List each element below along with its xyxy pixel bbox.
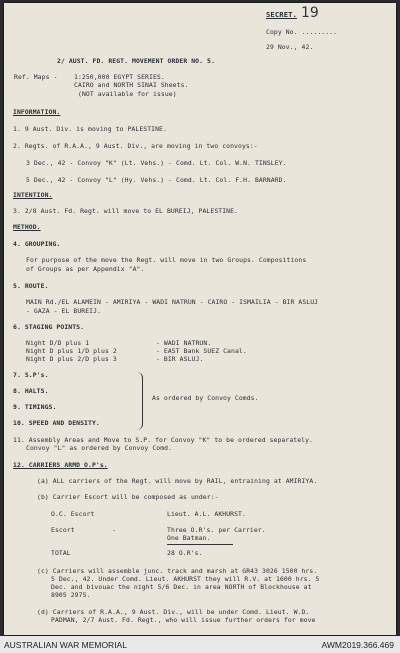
para-4-line1: For purpose of the move the Regt. will move in two Groups. Compositions <box>26 256 307 264</box>
para-8: 8. HALTS. <box>13 387 49 395</box>
escort-dash: - <box>112 526 116 534</box>
footer-bar <box>0 636 400 653</box>
para-2-convoy-l: 5 Dec., 42 - Convoy "L" (Hy. Vehs.) - Comd. Lt. Col. F.H. BARNARD. <box>26 176 287 184</box>
bracket-line <box>134 372 143 430</box>
total-label: TOTAL <box>51 549 71 557</box>
staging-2-value: - EAST Bank SUEZ Canal. <box>156 347 247 355</box>
para-12d-line2: PADMAN, 2/7 Aust. Fd. Regt., who will issue further orders for move <box>51 616 316 624</box>
ref-maps-line1: 1:250,000 EGYPT SERIES. <box>74 73 165 81</box>
document-page <box>4 3 396 635</box>
total-value: 28 O.R's. <box>167 549 203 557</box>
para-12c-line4: 8905 2975. <box>51 591 91 599</box>
escort-label: Escort <box>51 526 75 534</box>
heading-method: METHOD. <box>13 223 41 231</box>
escort-value-2: One Batman. <box>167 534 211 542</box>
para-11-line1: 11. Assembly Areas and Move to S.P. for Convoy "K" to be ordered separately. <box>13 436 314 444</box>
heading-intention: INTENTION. <box>13 191 53 199</box>
para-12c-line2: 5 Dec., 42. Under Comd. Lieut. AKHURST they will R.V. at 1600 hrs. 5 <box>51 575 320 583</box>
escort-oc-label: O.C. Escort <box>51 510 95 518</box>
document-date: 29 Nov., 42. <box>266 43 314 51</box>
para-5-heading: 5. ROUTE. <box>13 282 49 290</box>
para-4-heading: 4. GROUPING. <box>13 240 61 248</box>
para-9: 9. TIMINGS. <box>13 403 57 411</box>
para-12d-line1: (d) Carriers of R.A.A., 9 Aust. Div., will be under Comd. Lieut. W.D. <box>37 608 310 616</box>
para-12c-line3: Dec. and bivouac the night 5/6 Dec. in area NORTH of Blockhouse at <box>51 583 312 591</box>
ref-maps-line3: (NOT available for issue) <box>78 90 177 98</box>
para-12b: (b) Carrier Escort will be composed as under:- <box>37 493 219 501</box>
staging-3-label: Night D plus 2/D plus 3 <box>26 355 117 363</box>
para-4-line2: of Groups as per Appendix "A". <box>26 265 145 273</box>
para-1: 1. 9 Aust. Div. is moving to PALESTINE. <box>13 125 167 133</box>
footer-institution: AUSTRALIAN WAR MEMORIAL <box>4 640 127 650</box>
para-5-route-line2: - GAZA - EL BUREIJ. <box>26 307 102 315</box>
ref-maps-label: Ref. Maps - <box>14 73 58 81</box>
para-12c-line1: (c) Carriers will assemble junc. track and marsh at GR43 3026 1500 hrs. <box>37 567 318 575</box>
escort-oc-value: Lieut. A.L. AKHURST. <box>167 510 246 518</box>
copy-number: Copy No. ......... <box>266 28 338 36</box>
para-6-heading: 6. STAGING POINTS. <box>13 323 85 331</box>
para-12a: (a) ALL carriers of the Regt. will move by RAIL, entraining at AMIRIYA. <box>37 477 318 485</box>
para-10: 10. SPEED AND DENSITY. <box>13 419 100 427</box>
secret-heading: SECRET. <box>266 10 297 19</box>
para-2: 2. Regts. of R.A.A., 9 Aust. Div., are moving in two convoys:- <box>13 142 258 150</box>
para-11-line2: Convoy "L" as ordered by Convoy Comd. <box>26 444 173 452</box>
para-7: 7. S.P's. <box>13 371 49 379</box>
handwritten-copy-number: 19 <box>301 5 319 21</box>
total-rule <box>167 544 233 545</box>
staging-2-label: Night D plus 1/D plus 2 <box>26 347 117 355</box>
staging-3-value: - BIR ASLUJ. <box>156 355 204 363</box>
para-5-route-line1: MAIN Rd./EL ALAMEIN - AMIRIYA - WADI NATRUN - CAIRO - ISMAILIA - BIR ASLUJ <box>26 298 319 306</box>
para-2-convoy-k: 3 Dec., 42 - Convoy "K" (Lt. Vehs.) - Comd. Lt. Col. W.N. TINSLEY. <box>26 159 287 167</box>
heading-information: INFORMATION. <box>13 108 61 116</box>
escort-value-1: Three O.R's. per Carrier. <box>167 526 266 534</box>
para-3: 3. 2/8 Aust. Fd. Regt. will move to EL BUREIJ, PALESTINE. <box>13 207 239 215</box>
ref-maps-line2: CAIRO and NORTH SINAI Sheets. <box>74 81 189 89</box>
document-title: 2/ AUST. FD. REGT. MOVEMENT ORDER NO. 5. <box>57 57 215 65</box>
footer-accession-number: AWM2019.366.469 <box>321 640 394 650</box>
staging-1-value: - WADI NATRUN. <box>156 339 212 347</box>
bracket-text: As ordered by Convoy Comds. <box>152 394 259 402</box>
para-12-heading: 12. CARRIERS ARMD O.P's. <box>13 461 108 469</box>
staging-1-label: Night D/D plus 1 <box>26 339 90 347</box>
